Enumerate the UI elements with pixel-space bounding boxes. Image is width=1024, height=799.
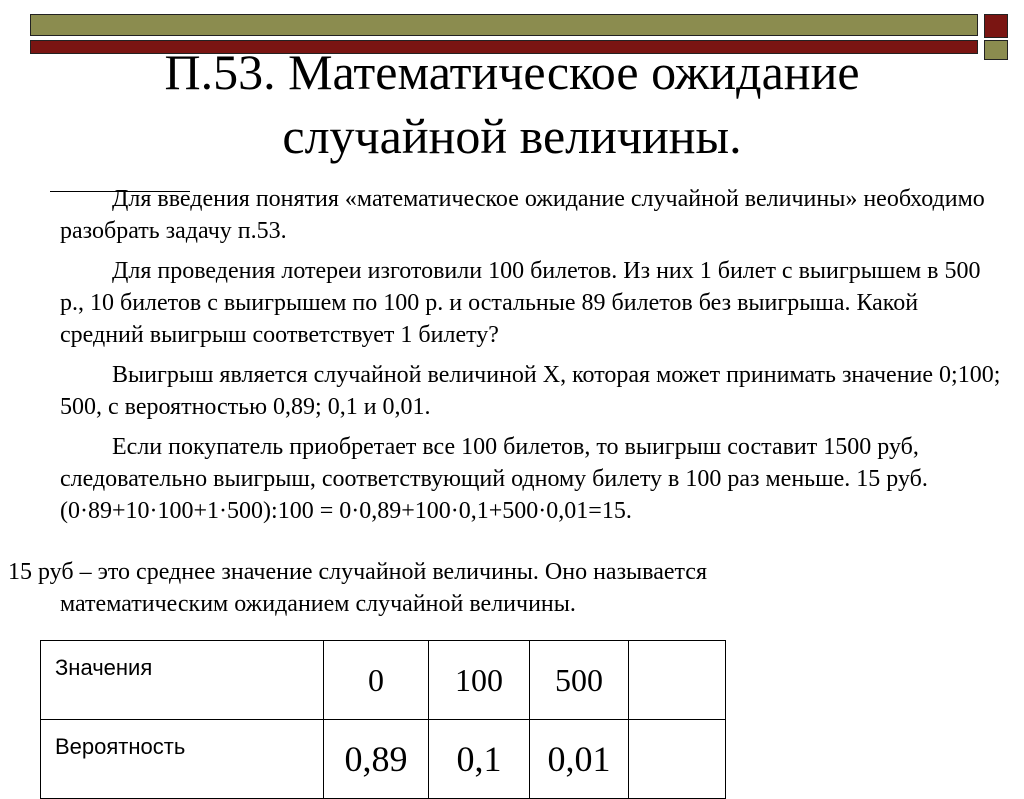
paragraph-intro: Для введения понятия «математическое ожидание случайной величины» необходимо разобрать задачу п.53. <box>60 186 985 244</box>
row-label-values: Значения <box>41 641 324 720</box>
conclusion-line-2: математическим ожиданием случайной величины. <box>60 591 576 617</box>
table-cell: 0,1 <box>429 720 530 799</box>
title-line-1: П.53. Математическое ожидание <box>164 44 860 100</box>
table-cell: 500 <box>530 641 629 720</box>
row-label-probability: Вероятность <box>41 720 324 799</box>
table-cell <box>629 641 726 720</box>
corner-square-maroon <box>984 14 1008 38</box>
table-cell: 0 <box>324 641 429 720</box>
table-cell: 0,01 <box>530 720 629 799</box>
conclusion-text <box>8 556 1008 620</box>
table-cell: 100 <box>429 641 530 720</box>
body-text <box>60 183 1005 527</box>
table-row-values <box>41 641 726 720</box>
slide-title <box>0 40 1024 168</box>
table-row-probabilities <box>41 720 726 799</box>
paragraph-random-variable: Выигрыш является случайной величиной X, которая может принимать значение 0;100; 500, с вероятностью 0,89; 0,1 и 0,01. <box>60 362 1001 420</box>
table-cell: 0,89 <box>324 720 429 799</box>
distribution-table <box>40 640 726 799</box>
header-olive-bar <box>30 14 978 36</box>
title-line-2: случайной величины. <box>282 108 742 164</box>
paragraph-problem: Для проведения лотереи изготовили 100 билетов. Из них 1 билет с выигрышем в 500 р., 10 билетов с выигрышем по 100 р. и остальные 89 билетов без выигрыша. Какой средний выигрыш соответствует 1 билету? <box>60 258 981 348</box>
table-cell <box>629 720 726 799</box>
paragraph-calculation: Если покупатель приобретает все 100 билетов, то выигрыш составит 1500 руб, следовательно выигрыш, соответствующий одному билету в 100 раз меньше. 15 руб. (0·89+10·100+1·500):100 = 0·0,89+100·0,1+500·0,01=15. <box>60 434 928 524</box>
conclusion-line-1: 15 руб – это среднее значение случайной величины. Оно называется <box>8 559 707 585</box>
